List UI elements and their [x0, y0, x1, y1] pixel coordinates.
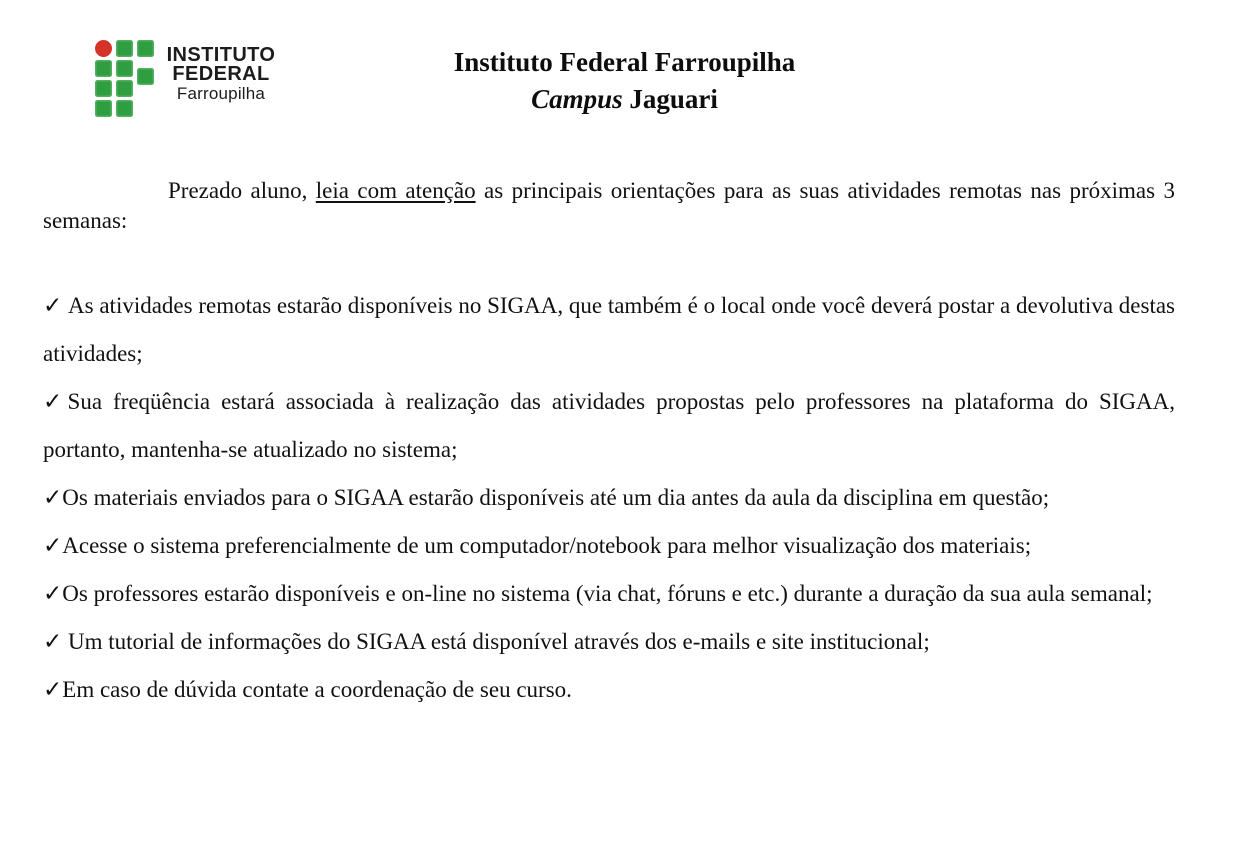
document-header — [0, 0, 1249, 118]
list-item-text: Acesse o sistema preferencialmente de um computador/notebook para melhor visualização dos materiais; — [62, 533, 1032, 558]
logo-text-farroupilha: Farroupilha — [176, 84, 266, 103]
check-icon: ✓ — [43, 677, 63, 702]
logo-square-icon — [95, 60, 112, 77]
logo-square-icon — [95, 100, 112, 117]
logo-text-instituto: INSTITUTO — [166, 44, 276, 66]
check-icon: ✓ — [43, 485, 63, 510]
iff-logo — [95, 40, 279, 118]
intro-paragraph — [43, 176, 1175, 236]
logo-red-dot-icon — [95, 40, 112, 57]
logo-square-icon — [116, 40, 133, 57]
intro-text-end: as principais orientações para as suas atividades remotas nas próximas 3 semanas: — [43, 178, 1175, 233]
page-title: Instituto Federal Farroupilha — [453, 47, 796, 77]
list-item-text: Em caso de dúvida contate a coordenação de seu curso. — [62, 677, 572, 702]
check-icon: ✓ — [43, 581, 63, 606]
intro-underlined-phrase: leia com atenção — [315, 178, 476, 203]
list-item — [43, 666, 1175, 714]
logo-square-icon — [116, 100, 133, 117]
logo-square-icon — [116, 60, 133, 77]
list-item — [43, 378, 1175, 474]
logo-square-icon — [116, 80, 133, 97]
bullet-list — [43, 282, 1175, 714]
list-item-text: Um tutorial de informações do SIGAA está disponível através dos e-mails e site institucional; — [68, 629, 930, 654]
iff-logo-mark-icon — [95, 40, 154, 118]
logo-square-icon — [137, 40, 154, 57]
logo-square-icon — [95, 80, 112, 97]
list-item — [43, 618, 1175, 666]
list-item-text: Os professores estarão disponíveis e on-line no sistema (via chat, fóruns e etc.) durante a duração da sua aula semanal; — [62, 581, 1153, 606]
list-item — [43, 474, 1175, 522]
logo-text-federal: FEDERAL — [172, 63, 270, 85]
list-item — [43, 570, 1175, 618]
subtitle-campus-italic: Campus — [531, 84, 623, 114]
logo-square-icon — [137, 68, 154, 85]
document-body — [43, 176, 1175, 714]
check-icon: ✓ — [43, 629, 69, 654]
logo-wordmark — [163, 46, 279, 103]
check-icon: ✓ — [43, 389, 68, 414]
check-icon: ✓ — [43, 293, 69, 318]
list-item-text: Sua freqüência estará associada à realização das atividades propostas pelo professores na plataforma do SIGAA, portanto, mantenha-se atualizado no sistema; — [43, 389, 1175, 462]
intro-text-start: Prezado aluno, — [168, 178, 316, 203]
subtitle-jaguari: Jaguari — [622, 84, 718, 114]
check-icon: ✓ — [43, 533, 63, 558]
list-item — [43, 282, 1175, 378]
list-item-text: As atividades remotas estarão disponíveis no SIGAA, que também é o local onde você deverá postar a devolutiva destas atividades; — [43, 293, 1175, 366]
list-item — [43, 522, 1175, 570]
list-item-text: Os materiais enviados para o SIGAA estarão disponíveis até um dia antes da aula da disciplina em questão; — [62, 485, 1050, 510]
